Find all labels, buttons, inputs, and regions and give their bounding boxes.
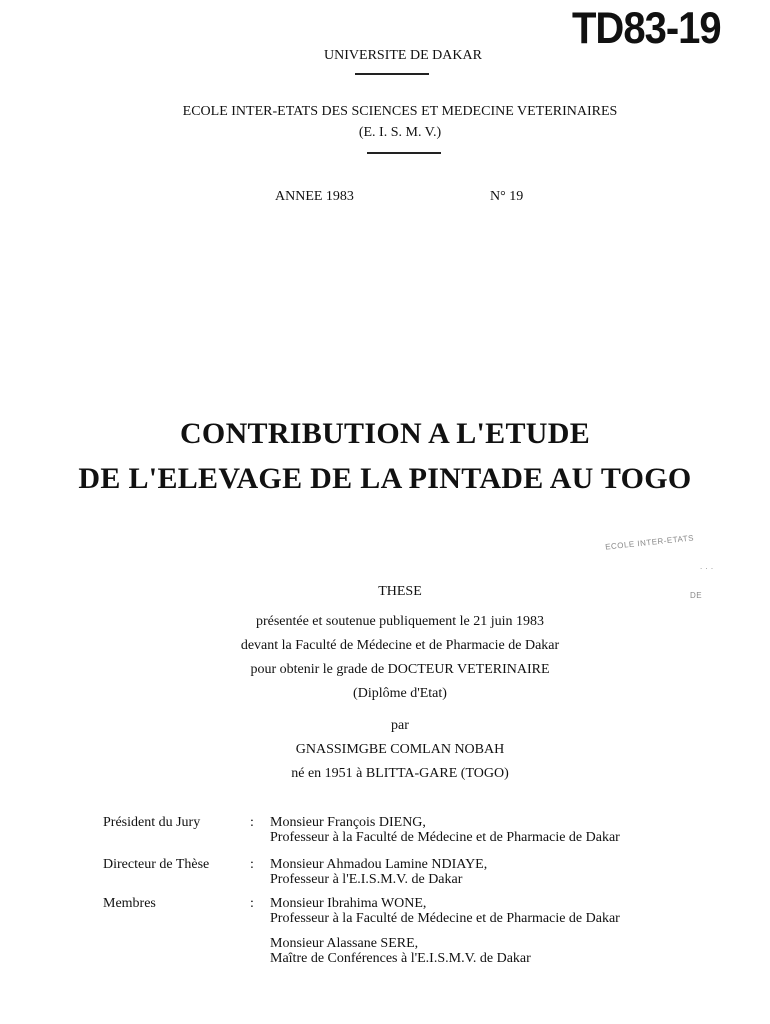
jury-role: Directeur de Thèse — [103, 857, 210, 872]
thesis-title-line-2: DE L'ELEVAGE DE LA PINTADE AU TOGO — [78, 462, 692, 495]
jury-member-title: Professeur à l'E.I.S.M.V. de Dakar — [270, 872, 463, 887]
thesis-line: devant la Faculté de Médecine et de Pharmacie de Dakar — [240, 638, 560, 653]
thesis-title-line-1: CONTRIBUTION A L'ETUDE — [179, 417, 591, 450]
jury-colon: : — [250, 815, 254, 830]
divider — [355, 73, 429, 75]
seal-text: ECOLE INTER-ETATS — [604, 533, 695, 552]
jury-member — [270, 815, 620, 845]
divider — [367, 152, 441, 154]
jury-member-name: Monsieur Ahmadou Lamine NDIAYE, — [270, 857, 488, 872]
thesis-line: (Diplôme d'Etat) — [353, 686, 447, 701]
author-name: GNASSIMGBE COMLAN NOBAH — [295, 742, 505, 757]
jury-member-name: Monsieur Alassane SERE, — [270, 936, 419, 951]
jury-member — [270, 896, 620, 926]
jury-role: Membres — [103, 896, 156, 911]
jury-colon: : — [250, 857, 254, 872]
thesis-number: N° 19 — [490, 189, 524, 204]
thesis-par: par — [391, 718, 409, 733]
jury-member-name: Monsieur François DIENG, — [270, 815, 426, 830]
year: ANNEE 1983 — [275, 189, 354, 204]
author-birth: né en 1951 à BLITTA-GARE (TOGO) — [291, 766, 509, 781]
thesis-line: pour obtenir le grade de DOCTEUR VETERINAIRE — [250, 662, 550, 677]
jury-member — [270, 857, 487, 887]
university-name: UNIVERSITE DE DAKAR — [324, 48, 482, 63]
school-name: ECOLE INTER-ETATS DES SCIENCES ET MEDECINE VETERINAIRES — [182, 104, 618, 119]
thesis-line: présentée et soutenue publiquement le 21 juin 1983 — [255, 614, 545, 629]
seal-text: . . . — [700, 562, 714, 571]
jury-member-name: Monsieur Ibrahima WONE, — [270, 896, 427, 911]
school-abbreviation: (E. I. S. M. V.) — [358, 125, 442, 140]
jury-member — [270, 936, 531, 966]
jury-member-title: Maître de Conférences à l'E.I.S.M.V. de Dakar — [270, 951, 531, 966]
jury-colon: : — [250, 896, 254, 911]
thesis-heading: THESE — [378, 584, 422, 599]
jury-role: Président du Jury — [103, 815, 201, 830]
jury-member-title: Professeur à la Faculté de Médecine et de Pharmacie de Dakar — [270, 911, 620, 926]
jury-member-title: Professeur à la Faculté de Médecine et de Pharmacie de Dakar — [270, 830, 620, 845]
archive-stamp: TD83-19 — [572, 4, 721, 54]
seal-text: DE — [690, 591, 703, 600]
